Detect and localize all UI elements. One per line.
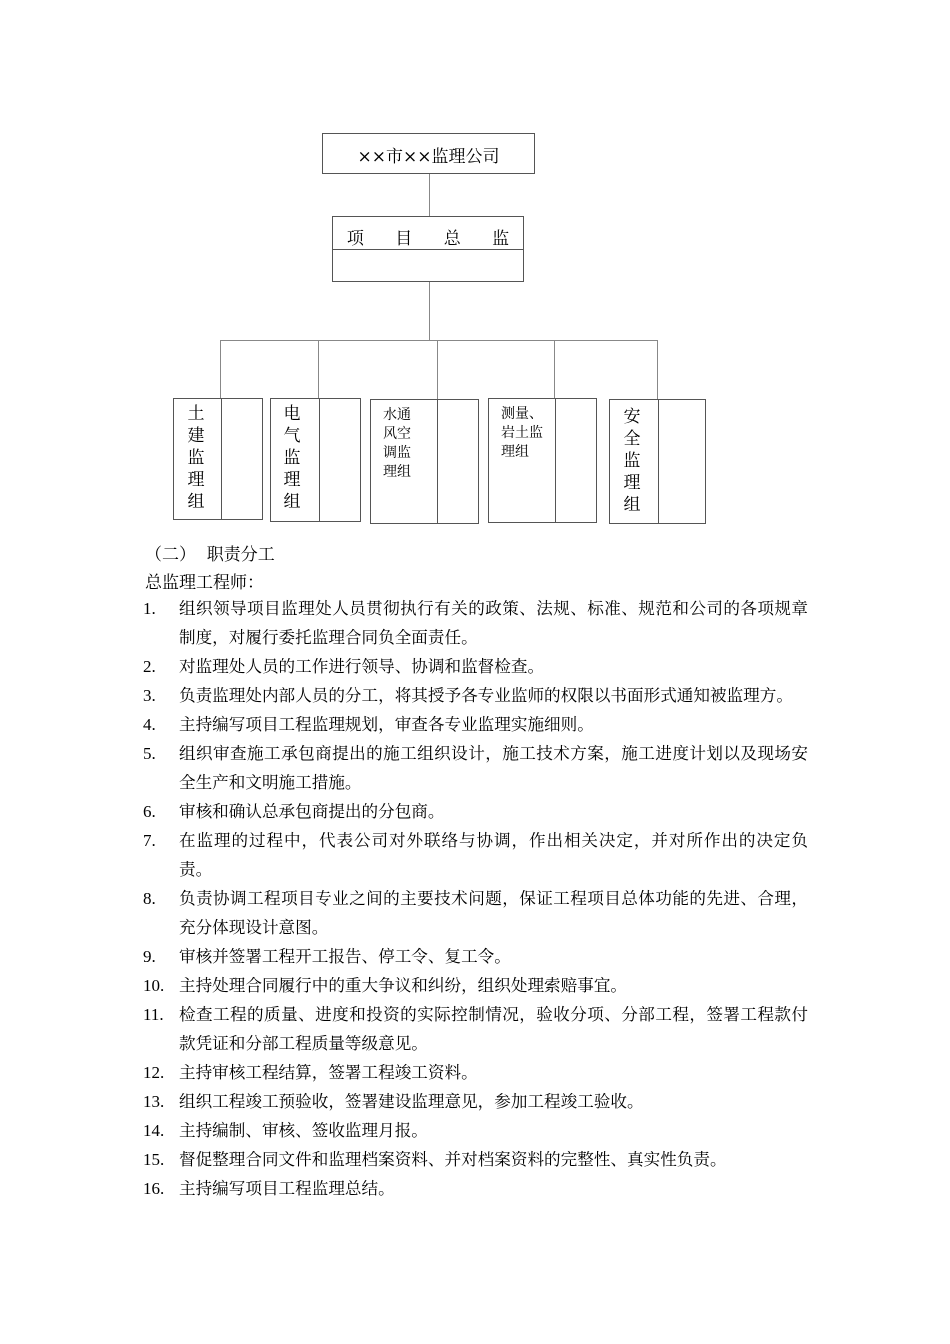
branch-line — [220, 340, 658, 341]
connector-line — [318, 340, 319, 398]
item-text: 组织工程竣工预验收，签署建设监理意见，参加工程竣工验收。 — [179, 1092, 644, 1111]
item-number: 10. — [143, 976, 165, 995]
item-text: 负责协调工程项目专业之间的主要技术问题，保证工程项目总体功能的先进、合理，充分体现设计意图。 — [179, 889, 808, 937]
group-label: 安全监理组 — [623, 407, 641, 515]
item-text: 检查工程的质量、进度和投资的实际控制情况，验收分项、分部工程，签署工程款付款凭证和分部工程质量等级意见。 — [179, 1005, 808, 1053]
item-text: 负责监理处内部人员的分工，将其授予各专业监师的权限以书面形式通知被监理方。 — [179, 686, 793, 705]
group-label: 测量、岩土监理组 — [501, 406, 543, 460]
connector-line — [437, 340, 438, 399]
group-box-hvac — [370, 399, 479, 524]
company-name: ××市××监理公司 — [357, 147, 500, 167]
group-box-survey — [488, 398, 597, 523]
list-item — [143, 942, 808, 971]
section-title: （二） 职责分工 — [145, 545, 275, 565]
group-label: 土建监理组 — [187, 404, 205, 512]
group-divider — [555, 399, 556, 522]
item-number: 9. — [143, 947, 156, 966]
item-number: 16. — [143, 1179, 165, 1198]
list-item — [143, 1087, 808, 1116]
item-number: 11. — [143, 1005, 164, 1024]
list-item — [143, 594, 808, 652]
item-number: 14. — [143, 1121, 165, 1140]
company-box — [322, 133, 535, 174]
group-divider — [658, 400, 659, 523]
group-box-safety — [609, 399, 706, 524]
list-item — [143, 1145, 808, 1174]
connector-line — [429, 282, 430, 340]
list-item — [143, 797, 808, 826]
list-item — [143, 739, 808, 797]
list-item — [143, 884, 808, 942]
item-text: 督促整理合同文件和监理档案资料、并对档案资料的完整性、真实性负责。 — [179, 1150, 727, 1169]
list-item — [143, 971, 808, 1000]
group-box-electrical — [270, 398, 361, 522]
item-text: 组织领导项目监理处人员贯彻执行有关的政策、法规、标准、规范和公司的各项规章制度，对履行委托监理合同负全面责任。 — [179, 599, 808, 647]
director-divider — [333, 249, 523, 250]
item-number: 1. — [143, 599, 156, 618]
item-text: 主持编写项目工程监理总结。 — [179, 1179, 395, 1198]
group-divider — [437, 400, 438, 523]
item-number: 4. — [143, 715, 156, 734]
list-item — [143, 652, 808, 681]
list-item — [143, 1174, 808, 1203]
item-number: 8. — [143, 889, 156, 908]
item-number: 6. — [143, 802, 156, 821]
list-item — [143, 1000, 808, 1058]
item-text: 审核和确认总承包商提出的分包商。 — [179, 802, 445, 821]
item-number: 7. — [143, 831, 156, 850]
connector-line — [554, 340, 555, 398]
item-number: 3. — [143, 686, 156, 705]
connector-line — [429, 174, 430, 216]
group-divider — [319, 399, 320, 521]
item-text: 主持处理合同履行中的重大争议和纠纷，组织处理索赔事宜。 — [179, 976, 628, 995]
group-label: 水通风空调监理组 — [383, 407, 411, 480]
item-text: 主持编写项目工程监理规划，审查各专业监理实施细则。 — [179, 715, 594, 734]
item-number: 5. — [143, 744, 156, 763]
connector-line — [220, 340, 221, 398]
item-number: 2. — [143, 657, 156, 676]
item-number: 13. — [143, 1092, 165, 1111]
item-text: 对监理处人员的工作进行领导、协调和监督检查。 — [179, 657, 545, 676]
item-number: 15. — [143, 1150, 165, 1169]
list-item — [143, 1116, 808, 1145]
group-label: 电气监理组 — [283, 404, 301, 512]
list-item — [143, 826, 808, 884]
group-box-civil — [173, 398, 263, 520]
director-box — [332, 216, 524, 282]
subtitle: 总监理工程师： — [145, 573, 264, 593]
item-text: 组织审查施工承包商提出的施工组织设计，施工技术方案，施工进度计划以及现场安全生产和文明施工措施。 — [179, 744, 808, 792]
item-text: 审核并签署工程开工报告、停工令、复工令。 — [179, 947, 511, 966]
connector-line — [657, 340, 658, 399]
director-title: 项 目 总 监 — [346, 229, 523, 249]
list-item — [143, 681, 808, 710]
group-divider — [221, 399, 222, 519]
item-number: 12. — [143, 1063, 165, 1082]
item-text: 主持编制、审核、签收监理月报。 — [179, 1121, 428, 1140]
item-text: 主持审核工程结算，签署工程竣工资料。 — [179, 1063, 478, 1082]
duties-list — [143, 594, 808, 1203]
item-text: 在监理的过程中，代表公司对外联络与协调，作出相关决定，并对所作出的决定负责。 — [179, 831, 808, 879]
list-item — [143, 710, 808, 739]
list-item — [143, 1058, 808, 1087]
